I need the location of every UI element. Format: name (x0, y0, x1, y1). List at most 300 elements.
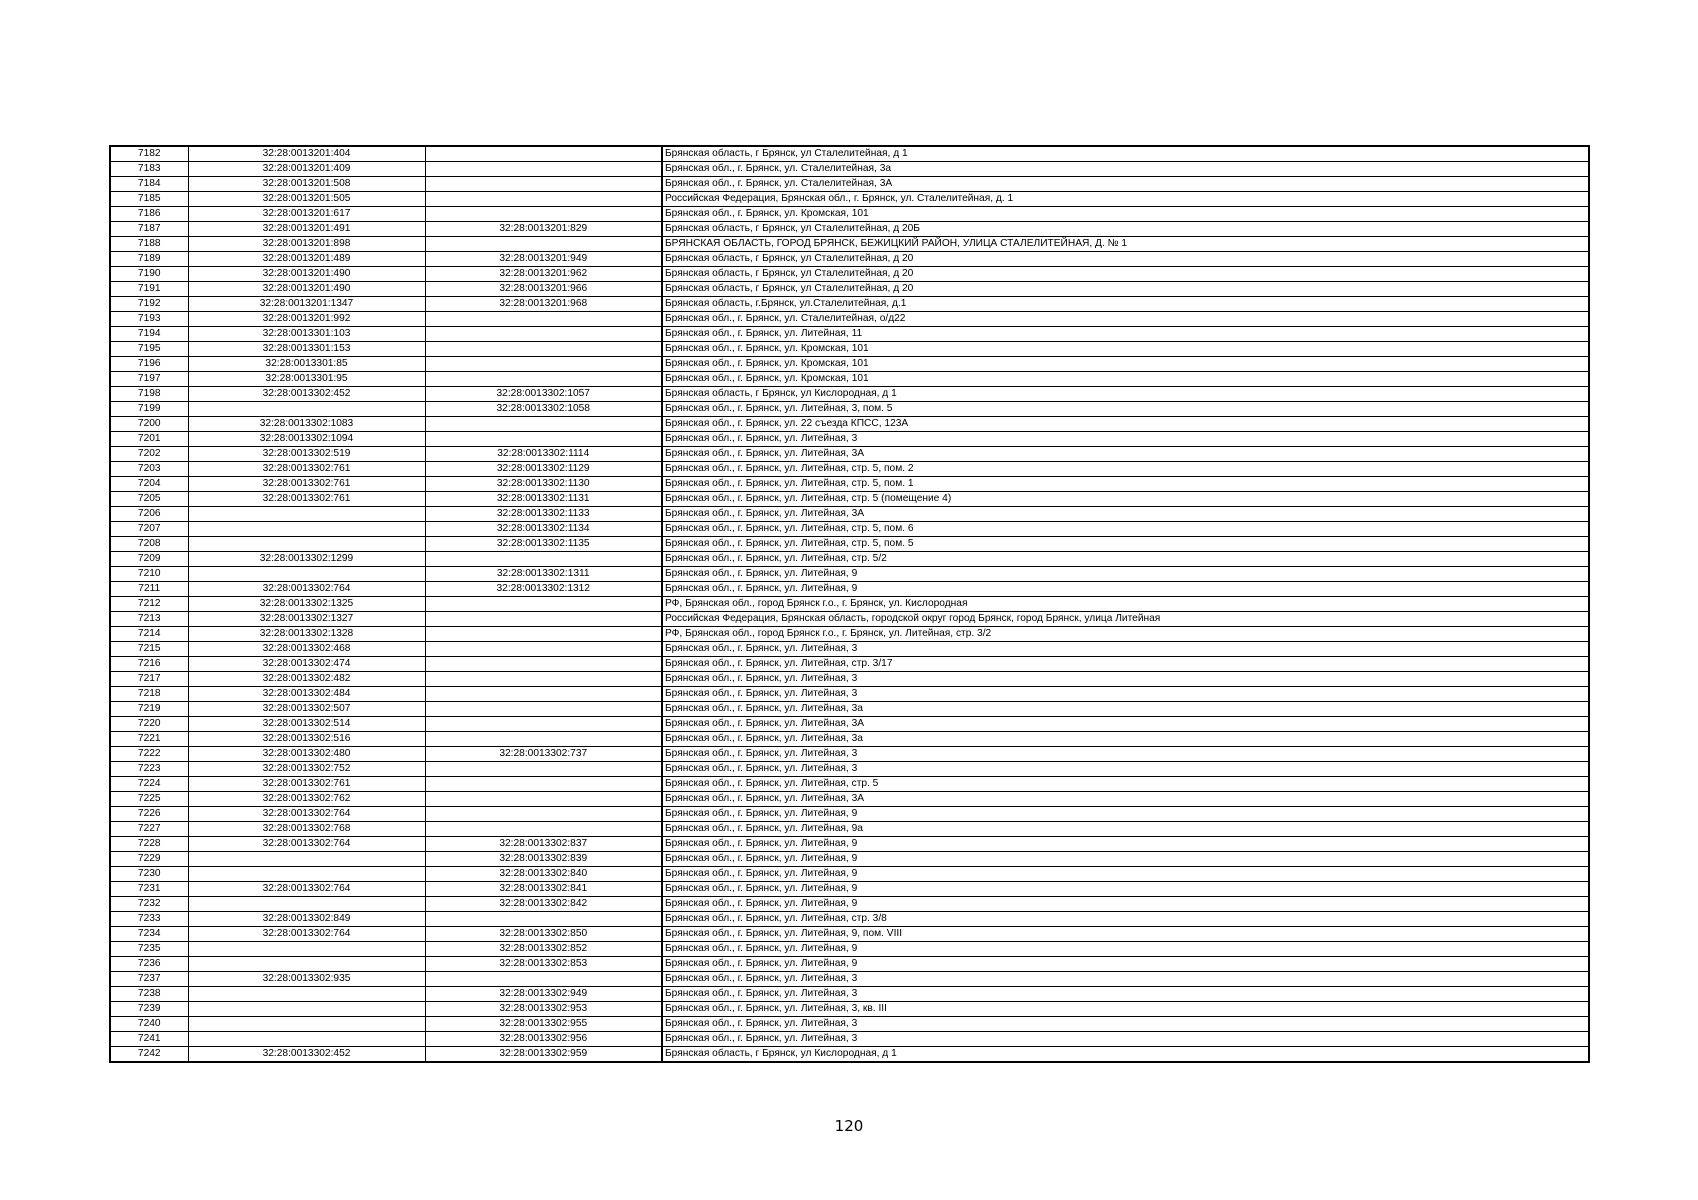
address-cell: Брянская область, г Брянск, ул Сталелитейная, д 20 (662, 252, 1589, 267)
object-cadastral-number-cell (425, 972, 662, 987)
object-cadastral-number-cell (425, 702, 662, 717)
table-row (110, 462, 1589, 477)
cadastral-number-cell: 32:28:0013302:484 (188, 687, 425, 702)
table-row (110, 252, 1589, 267)
row-number-cell: 7240 (110, 1017, 188, 1032)
table-row (110, 897, 1589, 912)
object-cadastral-number-cell: 32:28:0013302:955 (425, 1017, 662, 1032)
cadastral-number-cell: 32:28:0013201:992 (188, 312, 425, 327)
table-row (110, 882, 1589, 897)
object-cadastral-number-cell: 32:28:0013302:839 (425, 852, 662, 867)
row-number-cell: 7221 (110, 732, 188, 747)
cadastral-number-cell (188, 957, 425, 972)
address-cell: Брянская обл., г. Брянск, ул. Литейная, 3 (662, 972, 1589, 987)
table-row (110, 342, 1589, 357)
table-row (110, 327, 1589, 342)
row-number-cell: 7210 (110, 567, 188, 582)
table-row (110, 612, 1589, 627)
cadastral-number-cell: 32:28:0013201:505 (188, 192, 425, 207)
table-row (110, 867, 1589, 882)
row-number-cell: 7222 (110, 747, 188, 762)
row-number-cell: 7192 (110, 297, 188, 312)
table-row (110, 237, 1589, 252)
object-cadastral-number-cell: 32:28:0013302:953 (425, 1002, 662, 1017)
address-cell: Российская Федерация, Брянская обл., г. Брянск, ул. Сталелитейная, д. 1 (662, 192, 1589, 207)
object-cadastral-number-cell (425, 657, 662, 672)
address-cell: Брянская обл., г. Брянск, ул. Литейная, 3 (662, 987, 1589, 1002)
row-number-cell: 7198 (110, 387, 188, 402)
table-row (110, 402, 1589, 417)
table-row (110, 582, 1589, 597)
object-cadastral-number-cell (425, 162, 662, 177)
table-row (110, 852, 1589, 867)
address-cell: Брянская обл., г. Брянск, ул. Сталелитейная, 3А (662, 177, 1589, 192)
row-number-cell: 7189 (110, 252, 188, 267)
row-number-cell: 7209 (110, 552, 188, 567)
cadastral-number-cell: 32:28:0013302:764 (188, 927, 425, 942)
address-cell: Брянская область, г Брянск, ул Сталелитейная, д 20Б (662, 222, 1589, 237)
cadastral-number-cell (188, 897, 425, 912)
address-cell: Брянская обл., г. Брянск, ул. Литейная, 3 (662, 747, 1589, 762)
row-number-cell: 7193 (110, 312, 188, 327)
address-cell: Брянская обл., г. Брянск, ул. Литейная, 3а (662, 732, 1589, 747)
cadastral-number-cell (188, 852, 425, 867)
address-cell: Брянская обл., г. Брянск, ул. Литейная, 9 (662, 867, 1589, 882)
cadastral-number-cell: 32:28:0013302:761 (188, 777, 425, 792)
object-cadastral-number-cell (425, 822, 662, 837)
address-cell: Брянская область, г Брянск, ул Сталелитейная, д 1 (662, 146, 1589, 162)
object-cadastral-number-cell (425, 312, 662, 327)
address-cell: Брянская обл., г. Брянск, ул. Литейная, 3 (662, 672, 1589, 687)
table-row (110, 146, 1589, 162)
object-cadastral-number-cell (425, 627, 662, 642)
table-row (110, 387, 1589, 402)
cadastral-registry-table (109, 145, 1590, 1063)
row-number-cell: 7185 (110, 192, 188, 207)
row-number-cell: 7203 (110, 462, 188, 477)
cadastral-number-cell (188, 942, 425, 957)
object-cadastral-number-cell (425, 597, 662, 612)
address-cell: Брянская обл., г. Брянск, ул. Литейная, стр. 5, пом. 2 (662, 462, 1589, 477)
row-number-cell: 7183 (110, 162, 188, 177)
table-row (110, 222, 1589, 237)
address-cell: Брянская обл., г. Брянск, ул. Литейная, стр. 3/17 (662, 657, 1589, 672)
object-cadastral-number-cell: 32:28:0013302:842 (425, 897, 662, 912)
object-cadastral-number-cell (425, 717, 662, 732)
cadastral-number-cell: 32:28:0013301:85 (188, 357, 425, 372)
object-cadastral-number-cell: 32:28:0013302:1134 (425, 522, 662, 537)
row-number-cell: 7197 (110, 372, 188, 387)
address-cell: Брянская обл., г. Брянск, ул. Литейная, 3А (662, 447, 1589, 462)
row-number-cell: 7232 (110, 897, 188, 912)
address-cell: Брянская обл., г. Брянск, ул. Литейная, 9 (662, 882, 1589, 897)
object-cadastral-number-cell (425, 177, 662, 192)
address-cell: Брянская обл., г. Брянск, ул. Кромская, 101 (662, 342, 1589, 357)
table-row (110, 672, 1589, 687)
row-number-cell: 7242 (110, 1047, 188, 1063)
row-number-cell: 7194 (110, 327, 188, 342)
table-row (110, 657, 1589, 672)
table-row (110, 687, 1589, 702)
object-cadastral-number-cell: 32:28:0013302:949 (425, 987, 662, 1002)
object-cadastral-number-cell (425, 237, 662, 252)
table-row (110, 792, 1589, 807)
address-cell: Брянская обл., г. Брянск, ул. Литейная, 11 (662, 327, 1589, 342)
cadastral-number-cell: 32:28:0013302:768 (188, 822, 425, 837)
cadastral-number-cell: 32:28:0013302:1094 (188, 432, 425, 447)
cadastral-number-cell: 32:28:0013302:752 (188, 762, 425, 777)
address-cell: Брянская область, г Брянск, ул Кислородная, д 1 (662, 1047, 1589, 1063)
row-number-cell: 7205 (110, 492, 188, 507)
address-cell: Брянская обл., г. Брянск, ул. Литейная, стр. 5/2 (662, 552, 1589, 567)
table-row (110, 447, 1589, 462)
row-number-cell: 7187 (110, 222, 188, 237)
address-cell: Брянская обл., г. Брянск, ул. Литейная, 3 (662, 762, 1589, 777)
row-number-cell: 7213 (110, 612, 188, 627)
cadastral-number-cell: 32:28:0013301:103 (188, 327, 425, 342)
row-number-cell: 7241 (110, 1032, 188, 1047)
object-cadastral-number-cell: 32:28:0013302:737 (425, 747, 662, 762)
object-cadastral-number-cell: 32:28:0013302:959 (425, 1047, 662, 1063)
table-row (110, 717, 1589, 732)
table-row (110, 957, 1589, 972)
object-cadastral-number-cell: 32:28:0013302:1312 (425, 582, 662, 597)
row-number-cell: 7184 (110, 177, 188, 192)
cadastral-number-cell: 32:28:0013302:1083 (188, 417, 425, 432)
object-cadastral-number-cell: 32:28:0013302:1131 (425, 492, 662, 507)
object-cadastral-number-cell: 32:28:0013302:837 (425, 837, 662, 852)
cadastral-number-cell: 32:28:0013201:489 (188, 252, 425, 267)
row-number-cell: 7195 (110, 342, 188, 357)
table-row (110, 912, 1589, 927)
address-cell: Брянская обл., г. Брянск, ул. Литейная, стр. 5 (662, 777, 1589, 792)
object-cadastral-number-cell (425, 762, 662, 777)
cadastral-number-cell: 32:28:0013201:404 (188, 146, 425, 162)
address-cell: Брянская обл., г. Брянск, ул. Литейная, 9, пом. VIII (662, 927, 1589, 942)
row-number-cell: 7186 (110, 207, 188, 222)
address-cell: Брянская область, г Брянск, ул Сталелитейная, д 20 (662, 282, 1589, 297)
table-row (110, 207, 1589, 222)
row-number-cell: 7220 (110, 717, 188, 732)
address-cell: РФ, Брянская обл., город Брянск г.о., г. Брянск, ул. Литейная, стр. 3/2 (662, 627, 1589, 642)
row-number-cell: 7215 (110, 642, 188, 657)
page-number: 120 (834, 1117, 864, 1135)
cadastral-number-cell: 32:28:0013201:1347 (188, 297, 425, 312)
object-cadastral-number-cell (425, 552, 662, 567)
row-number-cell: 7190 (110, 267, 188, 282)
cadastral-number-cell: 32:28:0013301:153 (188, 342, 425, 357)
object-cadastral-number-cell (425, 357, 662, 372)
object-cadastral-number-cell (425, 612, 662, 627)
cadastral-number-cell: 32:28:0013302:1327 (188, 612, 425, 627)
object-cadastral-number-cell: 32:28:0013302:850 (425, 927, 662, 942)
row-number-cell: 7182 (110, 146, 188, 162)
table-row (110, 822, 1589, 837)
object-cadastral-number-cell: 32:28:0013201:962 (425, 267, 662, 282)
object-cadastral-number-cell: 32:28:0013302:841 (425, 882, 662, 897)
table-row (110, 357, 1589, 372)
table-row (110, 597, 1589, 612)
address-cell: Брянская обл., г. Брянск, ул. Литейная, 9 (662, 837, 1589, 852)
row-number-cell: 7216 (110, 657, 188, 672)
table-row (110, 1017, 1589, 1032)
table-row (110, 807, 1589, 822)
cadastral-number-cell: 32:28:0013302:482 (188, 672, 425, 687)
table-row (110, 927, 1589, 942)
row-number-cell: 7199 (110, 402, 188, 417)
cadastral-number-cell: 32:28:0013302:764 (188, 582, 425, 597)
cadastral-number-cell (188, 507, 425, 522)
object-cadastral-number-cell (425, 432, 662, 447)
address-cell: Брянская обл., г. Брянск, ул. Литейная, стр. 5, пом. 6 (662, 522, 1589, 537)
object-cadastral-number-cell: 32:28:0013302:1129 (425, 462, 662, 477)
row-number-cell: 7225 (110, 792, 188, 807)
table-row (110, 642, 1589, 657)
table-row (110, 312, 1589, 327)
cadastral-number-cell: 32:28:0013302:764 (188, 807, 425, 822)
address-cell: Брянская обл., г. Брянск, ул. Литейная, 3 (662, 687, 1589, 702)
object-cadastral-number-cell: 32:28:0013201:949 (425, 252, 662, 267)
row-number-cell: 7201 (110, 432, 188, 447)
table-row (110, 417, 1589, 432)
cadastral-number-cell (188, 867, 425, 882)
table-row (110, 1002, 1589, 1017)
cadastral-number-cell: 32:28:0013302:514 (188, 717, 425, 732)
row-number-cell: 7188 (110, 237, 188, 252)
address-cell: БРЯНСКАЯ ОБЛАСТЬ, ГОРОД БРЯНСК, БЕЖИЦКИЙ РАЙОН, УЛИЦА СТАЛЕЛИТЕЙНАЯ, Д. № 1 (662, 237, 1589, 252)
address-cell: Брянская обл., г. Брянск, ул. Литейная, стр. 5, пом. 5 (662, 537, 1589, 552)
object-cadastral-number-cell (425, 777, 662, 792)
cadastral-number-cell: 32:28:0013301:95 (188, 372, 425, 387)
table-row (110, 942, 1589, 957)
table-row (110, 972, 1589, 987)
cadastral-number-cell: 32:28:0013302:519 (188, 447, 425, 462)
address-cell: Брянская обл., г. Брянск, ул. Литейная, 9 (662, 852, 1589, 867)
address-cell: Брянская обл., г. Брянск, ул. Литейная, стр. 5, пом. 1 (662, 477, 1589, 492)
object-cadastral-number-cell (425, 687, 662, 702)
cadastral-number-cell: 32:28:0013302:468 (188, 642, 425, 657)
row-number-cell: 7230 (110, 867, 188, 882)
cadastral-number-cell (188, 987, 425, 1002)
object-cadastral-number-cell (425, 732, 662, 747)
row-number-cell: 7218 (110, 687, 188, 702)
cadastral-number-cell: 32:28:0013302:474 (188, 657, 425, 672)
address-cell: Брянская область, г Брянск, ул Кислородная, д 1 (662, 387, 1589, 402)
cadastral-number-cell: 32:28:0013201:508 (188, 177, 425, 192)
table-row (110, 732, 1589, 747)
row-number-cell: 7212 (110, 597, 188, 612)
cadastral-number-cell: 32:28:0013302:761 (188, 462, 425, 477)
cadastral-number-cell (188, 522, 425, 537)
object-cadastral-number-cell: 32:28:0013201:966 (425, 282, 662, 297)
address-cell: Брянская обл., г. Брянск, ул. Литейная, 3 (662, 1017, 1589, 1032)
object-cadastral-number-cell: 32:28:0013302:1114 (425, 447, 662, 462)
registry-table-body (110, 146, 1589, 1062)
object-cadastral-number-cell (425, 807, 662, 822)
cadastral-number-cell: 32:28:0013302:764 (188, 882, 425, 897)
row-number-cell: 7191 (110, 282, 188, 297)
address-cell: Брянская обл., г. Брянск, ул. Литейная, 3 (662, 1032, 1589, 1047)
cadastral-number-cell: 32:28:0013302:507 (188, 702, 425, 717)
cadastral-number-cell (188, 537, 425, 552)
address-cell: Брянская обл., г. Брянск, ул. Литейная, 3а (662, 702, 1589, 717)
address-cell: Брянская обл., г. Брянск, ул. Литейная, 9 (662, 957, 1589, 972)
object-cadastral-number-cell: 32:28:0013302:956 (425, 1032, 662, 1047)
address-cell: Брянская обл., г. Брянск, ул. Литейная, 9 (662, 567, 1589, 582)
address-cell: Брянская обл., г. Брянск, ул. Кромская, 101 (662, 357, 1589, 372)
row-number-cell: 7196 (110, 357, 188, 372)
object-cadastral-number-cell (425, 327, 662, 342)
table-row (110, 552, 1589, 567)
table-row (110, 192, 1589, 207)
address-cell: Брянская обл., г. Брянск, ул. Кромская, 101 (662, 207, 1589, 222)
cadastral-number-cell: 32:28:0013302:761 (188, 492, 425, 507)
row-number-cell: 7204 (110, 477, 188, 492)
row-number-cell: 7200 (110, 417, 188, 432)
object-cadastral-number-cell: 32:28:0013201:829 (425, 222, 662, 237)
cadastral-number-cell: 32:28:0013302:1299 (188, 552, 425, 567)
object-cadastral-number-cell: 32:28:0013302:1133 (425, 507, 662, 522)
table-row (110, 432, 1589, 447)
address-cell: Брянская обл., г. Брянск, ул. Литейная, 9 (662, 807, 1589, 822)
cadastral-number-cell (188, 402, 425, 417)
row-number-cell: 7227 (110, 822, 188, 837)
table-row (110, 837, 1589, 852)
table-row (110, 282, 1589, 297)
object-cadastral-number-cell (425, 792, 662, 807)
address-cell: Брянская обл., г. Брянск, ул. Литейная, 3 (662, 432, 1589, 447)
row-number-cell: 7234 (110, 927, 188, 942)
object-cadastral-number-cell (425, 642, 662, 657)
object-cadastral-number-cell (425, 207, 662, 222)
table-row (110, 537, 1589, 552)
table-row (110, 522, 1589, 537)
object-cadastral-number-cell: 32:28:0013302:852 (425, 942, 662, 957)
object-cadastral-number-cell: 32:28:0013201:968 (425, 297, 662, 312)
row-number-cell: 7208 (110, 537, 188, 552)
address-cell: Брянская обл., г. Брянск, ул. Литейная, стр. 3/8 (662, 912, 1589, 927)
cadastral-number-cell: 32:28:0013201:490 (188, 282, 425, 297)
cadastral-number-cell: 32:28:0013302:849 (188, 912, 425, 927)
address-cell: Брянская обл., г. Брянск, ул. Литейная, 9а (662, 822, 1589, 837)
object-cadastral-number-cell: 32:28:0013302:1130 (425, 477, 662, 492)
table-row (110, 162, 1589, 177)
address-cell: Брянская обл., г. Брянск, ул. 22 съезда КПСС, 123А (662, 417, 1589, 432)
address-cell: Брянская обл., г. Брянск, ул. Литейная, 9 (662, 897, 1589, 912)
cadastral-number-cell (188, 567, 425, 582)
row-number-cell: 7223 (110, 762, 188, 777)
object-cadastral-number-cell (425, 672, 662, 687)
cadastral-number-cell: 32:28:0013201:898 (188, 237, 425, 252)
table-row (110, 777, 1589, 792)
cadastral-number-cell: 32:28:0013302:1328 (188, 627, 425, 642)
cadastral-number-cell (188, 1032, 425, 1047)
address-cell: РФ, Брянская обл., город Брянск г.о., г. Брянск, ул. Кислородная (662, 597, 1589, 612)
object-cadastral-number-cell: 32:28:0013302:1058 (425, 402, 662, 417)
row-number-cell: 7235 (110, 942, 188, 957)
object-cadastral-number-cell: 32:28:0013302:840 (425, 867, 662, 882)
cadastral-number-cell: 32:28:0013302:452 (188, 387, 425, 402)
row-number-cell: 7228 (110, 837, 188, 852)
cadastral-number-cell: 32:28:0013201:617 (188, 207, 425, 222)
object-cadastral-number-cell: 32:28:0013302:1135 (425, 537, 662, 552)
object-cadastral-number-cell: 32:28:0013302:853 (425, 957, 662, 972)
row-number-cell: 7214 (110, 627, 188, 642)
row-number-cell: 7211 (110, 582, 188, 597)
cadastral-number-cell: 32:28:0013302:516 (188, 732, 425, 747)
cadastral-number-cell: 32:28:0013302:761 (188, 477, 425, 492)
row-number-cell: 7233 (110, 912, 188, 927)
table-row (110, 177, 1589, 192)
table-row (110, 267, 1589, 282)
object-cadastral-number-cell: 32:28:0013302:1311 (425, 567, 662, 582)
address-cell: Брянская обл., г. Брянск, ул. Литейная, 3А (662, 507, 1589, 522)
cadastral-number-cell: 32:28:0013302:764 (188, 837, 425, 852)
table-row (110, 762, 1589, 777)
row-number-cell: 7237 (110, 972, 188, 987)
table-row (110, 702, 1589, 717)
table-row (110, 627, 1589, 642)
object-cadastral-number-cell (425, 146, 662, 162)
object-cadastral-number-cell (425, 912, 662, 927)
address-cell: Брянская обл., г. Брянск, ул. Литейная, стр. 5 (помещение 4) (662, 492, 1589, 507)
table-row (110, 372, 1589, 387)
address-cell: Брянская область, г.Брянск, ул.Сталелитейная, д.1 (662, 297, 1589, 312)
row-number-cell: 7206 (110, 507, 188, 522)
table-row (110, 477, 1589, 492)
address-cell: Российская Федерация, Брянская область, городской округ город Брянск, город Брянск, улица Литейная (662, 612, 1589, 627)
object-cadastral-number-cell: 32:28:0013302:1057 (425, 387, 662, 402)
table-row (110, 747, 1589, 762)
table-row (110, 492, 1589, 507)
address-cell: Брянская обл., г. Брянск, ул. Сталелитейная, о/д22 (662, 312, 1589, 327)
object-cadastral-number-cell (425, 192, 662, 207)
address-cell: Брянская обл., г. Брянск, ул. Литейная, 3А (662, 717, 1589, 732)
row-number-cell: 7219 (110, 702, 188, 717)
table-row (110, 1047, 1589, 1063)
cadastral-number-cell: 32:28:0013302:762 (188, 792, 425, 807)
row-number-cell: 7239 (110, 1002, 188, 1017)
cadastral-number-cell: 32:28:0013302:452 (188, 1047, 425, 1063)
table-row (110, 297, 1589, 312)
object-cadastral-number-cell (425, 342, 662, 357)
row-number-cell: 7226 (110, 807, 188, 822)
row-number-cell: 7224 (110, 777, 188, 792)
address-cell: Брянская обл., г. Брянск, ул. Литейная, 3, кв. III (662, 1002, 1589, 1017)
object-cadastral-number-cell (425, 372, 662, 387)
row-number-cell: 7202 (110, 447, 188, 462)
table-row (110, 1032, 1589, 1047)
row-number-cell: 7238 (110, 987, 188, 1002)
address-cell: Брянская обл., г. Брянск, ул. Литейная, 9 (662, 942, 1589, 957)
cadastral-number-cell: 32:28:0013201:409 (188, 162, 425, 177)
object-cadastral-number-cell (425, 417, 662, 432)
cadastral-number-cell: 32:28:0013201:490 (188, 267, 425, 282)
address-cell: Брянская обл., г. Брянск, ул. Литейная, 9 (662, 582, 1589, 597)
cadastral-number-cell (188, 1017, 425, 1032)
table-row (110, 567, 1589, 582)
address-cell: Брянская обл., г. Брянск, ул. Литейная, 3, пом. 5 (662, 402, 1589, 417)
cadastral-number-cell: 32:28:0013302:480 (188, 747, 425, 762)
cadastral-number-cell (188, 1002, 425, 1017)
table-row (110, 987, 1589, 1002)
address-cell: Брянская обл., г. Брянск, ул. Кромская, 101 (662, 372, 1589, 387)
row-number-cell: 7231 (110, 882, 188, 897)
cadastral-number-cell: 32:28:0013201:491 (188, 222, 425, 237)
address-cell: Брянская обл., г. Брянск, ул. Литейная, 3А (662, 792, 1589, 807)
address-cell: Брянская область, г Брянск, ул Сталелитейная, д 20 (662, 267, 1589, 282)
cadastral-number-cell: 32:28:0013302:935 (188, 972, 425, 987)
